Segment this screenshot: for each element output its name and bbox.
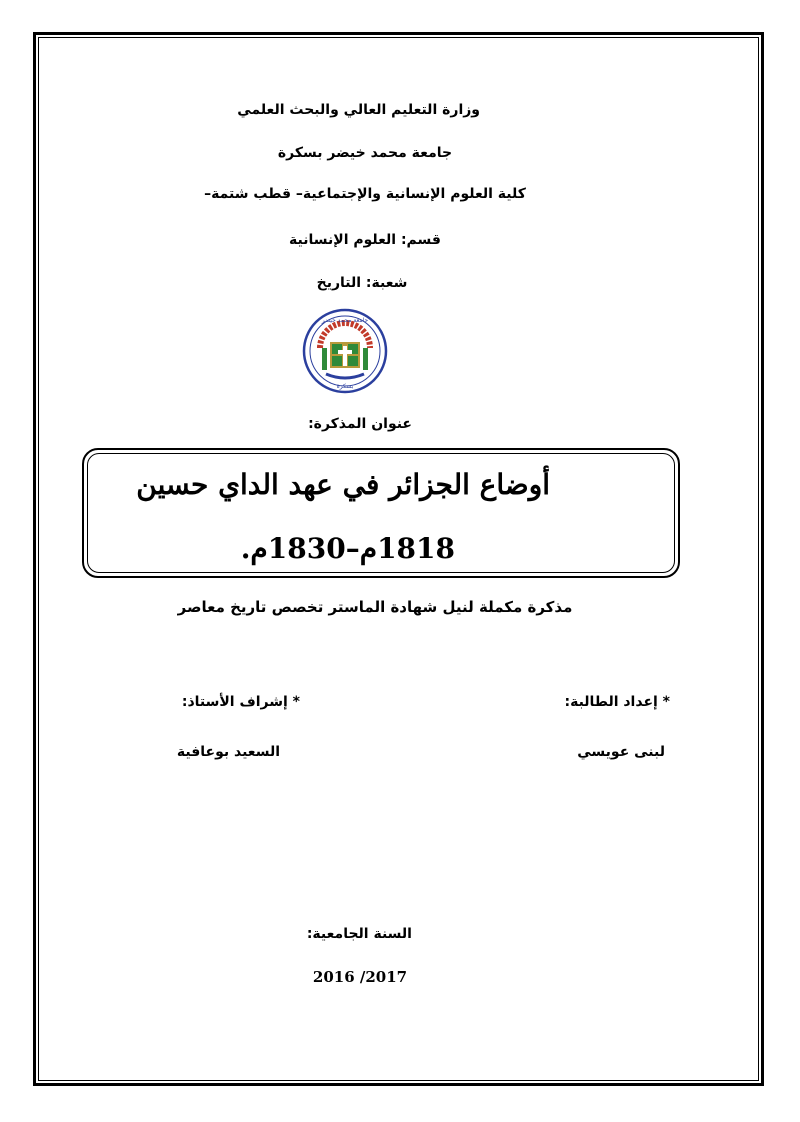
student-name: لبنى عويسي [577,744,665,760]
supervisor-name: السعيد بوعافية [176,744,280,760]
branch-line: شعبة: التاريخ [316,275,408,291]
ministry-line: وزارة التعليم العالي والبحث العلمي [237,102,480,118]
university-seal-icon [302,308,388,394]
department-line: قسم: العلوم الإنسانية [289,232,441,248]
university-line: جامعة محمد خيضر بسكرة [277,145,453,161]
memo-title: أوضاع الجزائر في عهد الداي حسين [136,468,550,501]
memo-subtitle: مذكرة مكملة لنيل شهادة الماستر تخصص تاريخ معاصر [177,598,573,616]
seal-ring-text-bottom: بسكرة [336,383,354,390]
faculty-line: كلية العلوم الإنسانية والإجتماعية– قطب شتمة– [204,186,526,202]
student-label: * إعداد الطالبة: [564,694,670,710]
academic-year-label: السنة الجامعية: [306,926,412,942]
academic-year-value: 2016 /2017 [312,968,408,986]
memo-title-years: 1818م–1830م. [240,532,455,565]
supervisor-label: * إشراف الأستاذ: [181,694,300,710]
memo-title-label: عنوان المذكرة: [308,416,412,432]
seal-ring-text-top: جامعة محمد خيضر [321,317,369,324]
